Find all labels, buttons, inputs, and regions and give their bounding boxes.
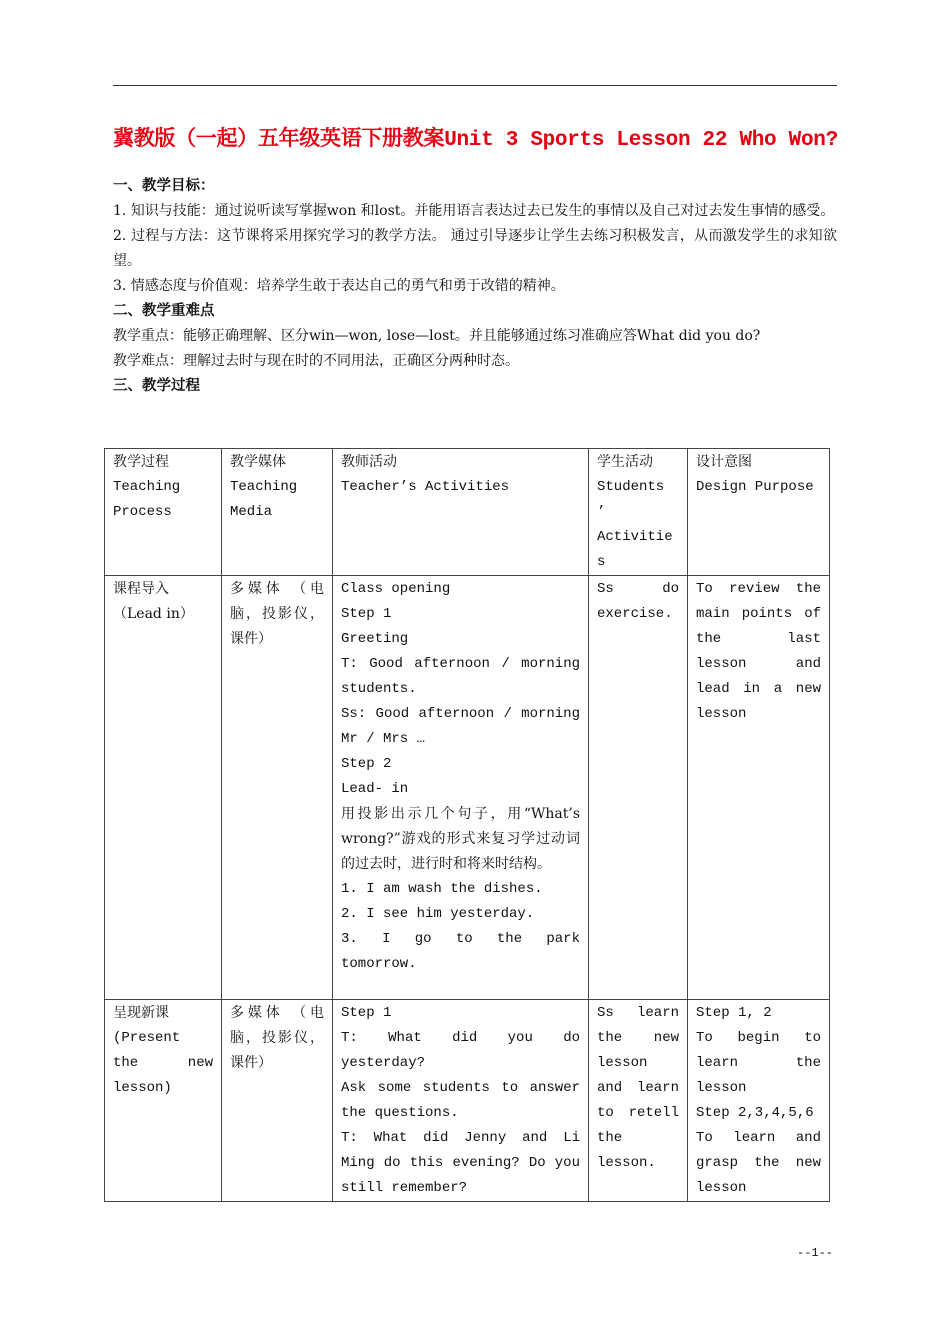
cell-design-purpose: To review the main points of the last lesson and lead in a new lesson <box>688 576 830 1000</box>
header-process: 教学过程 Teaching Process <box>105 449 222 576</box>
section-heading-difficulty: 二、教学重难点 <box>113 303 215 319</box>
document-title <box>113 122 843 152</box>
difficult-point: 教学难点：理解过去时与现在时的不同用法，正确区分两种时态。 <box>113 353 519 369</box>
cell-teacher-activities: Class opening Step 1 Greeting T: Good afternoon / morning students. Ss: Good afternoon / morning Mr / Mrs … Step 2 Lead- in 用投影出示几个句子，用“What’s wrong?”游戏的形式来复习学过动词的过去时，进行时和将来时结构。 1. I am wash the dishes. 2. I see him yesterday. 3. I go to the park tomorrow. <box>333 576 589 1000</box>
page-number: --1-- <box>797 1246 834 1260</box>
cell-process: 呈现新课 (Present the new lesson) <box>105 1000 222 1202</box>
title-english: Unit 3 Sports Lesson 22 Who Won? <box>444 129 838 152</box>
top-rule <box>113 85 837 86</box>
cell-design-purpose: Step 1, 2 To begin to learn the lesson Step 2,3,4,5,6 To learn and grasp the new lesson <box>688 1000 830 1202</box>
goal-1: 1. 知识与技能：通过说听读写掌握won 和lost。并能用语言表达过去已发生的事情以及自己对过去发生事情的感受。 <box>113 203 835 219</box>
cell-student-activities: Ss do exercise. <box>589 576 688 1000</box>
title-chinese: 冀教版（一起）五年级英语下册教案 <box>113 126 445 150</box>
cell-teacher-activities: Step 1 T: What did you do yesterday? Ask some students to answer the questions. T: What did Jenny and Li Ming do this evening? Do you still remember? <box>333 1000 589 1202</box>
cell-process: 课程导入 （Lead in） <box>105 576 222 1000</box>
table-header-row <box>105 449 830 576</box>
cell-media: 多媒体 （电脑，投影仪，课件） <box>222 1000 333 1202</box>
key-point: 教学重点：能够正确理解、区分win—won, lose—lost。并且能够通过练习准确应答What did you do? <box>113 328 761 344</box>
table-row <box>105 1000 830 1202</box>
cell-student-activities: Ss learn the new lesson and learn to retell the lesson. <box>589 1000 688 1202</box>
document-body <box>113 174 837 399</box>
header-media: 教学媒体 Teaching Media <box>222 449 333 576</box>
cell-media: 多媒体 （电脑，投影仪，课件） <box>222 576 333 1000</box>
goal-2: 2. 过程与方法：这节课将采用探究学习的教学方法。 通过引导逐步让学生去练习积极发言，从而激发学生的求知欲望。 <box>113 228 837 269</box>
lesson-plan-table <box>104 448 830 1202</box>
goal-3: 3. 情感态度与价值观：培养学生敢于表达自己的勇气和勇于改错的精神。 <box>113 278 565 294</box>
table-row <box>105 576 830 1000</box>
section-heading-process: 三、教学过程 <box>113 378 200 394</box>
header-students: 学生活动 Students ’ Activitie s <box>589 449 688 576</box>
section-heading-goals: 一、教学目标： <box>113 178 215 194</box>
header-teacher: 教师活动 Teacher’s Activities <box>333 449 589 576</box>
header-purpose: 设计意图 Design Purpose <box>688 449 830 576</box>
